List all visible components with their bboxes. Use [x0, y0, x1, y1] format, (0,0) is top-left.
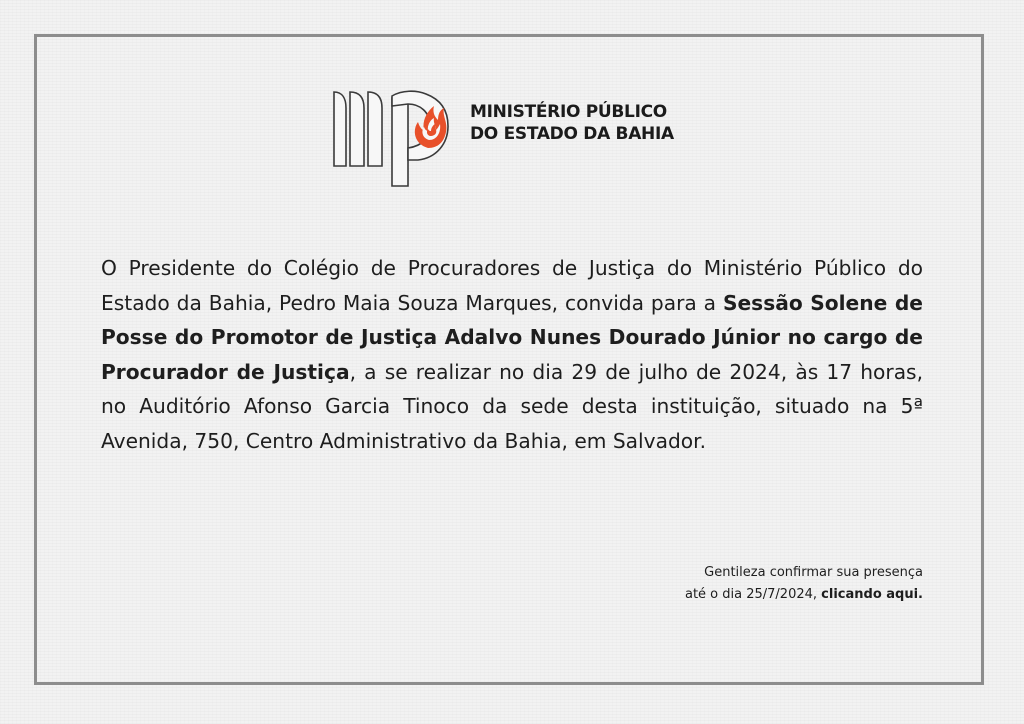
invitation-text — [101, 251, 923, 459]
rsvp-confirm-link[interactable]: clicando aqui. — [821, 587, 923, 602]
invitation-details: , a se realizar no dia 29 de julho de 2024, às 17 horas, no Auditório Afonso Garcia Tinoco da sede desta instituição, situado na 5ª Avenida, 750, Centro Administrativo da Bahia, em Salvador. — [101, 359, 923, 453]
institution-name — [470, 101, 674, 145]
rsvp-deadline: até o dia 25/7/2024, — [684, 587, 822, 602]
rsvp-line1: Gentileza confirmar sua presença — [704, 565, 923, 580]
invitation-event-title: Sessão Solene de Posse do Promotor de Justiça Adalvo Nunes Dourado Júnior no cargo de Procurador de Justiça — [101, 290, 923, 384]
mp-bahia-logo — [332, 88, 692, 188]
mp-flame-logo-icon — [332, 88, 462, 188]
institution-name-line2: DO ESTADO DA BAHIA — [470, 124, 674, 144]
invitation-intro: O Presidente do Colégio de Procuradores de Justiça do Ministério Público do Estado da Bahia, Pedro Maia Souza Marques, convida para a — [101, 256, 923, 315]
rsvp-line2 — [685, 584, 923, 606]
institution-name-line1: MINISTÉRIO PÚBLICO — [470, 102, 667, 122]
rsvp-note — [685, 562, 923, 606]
